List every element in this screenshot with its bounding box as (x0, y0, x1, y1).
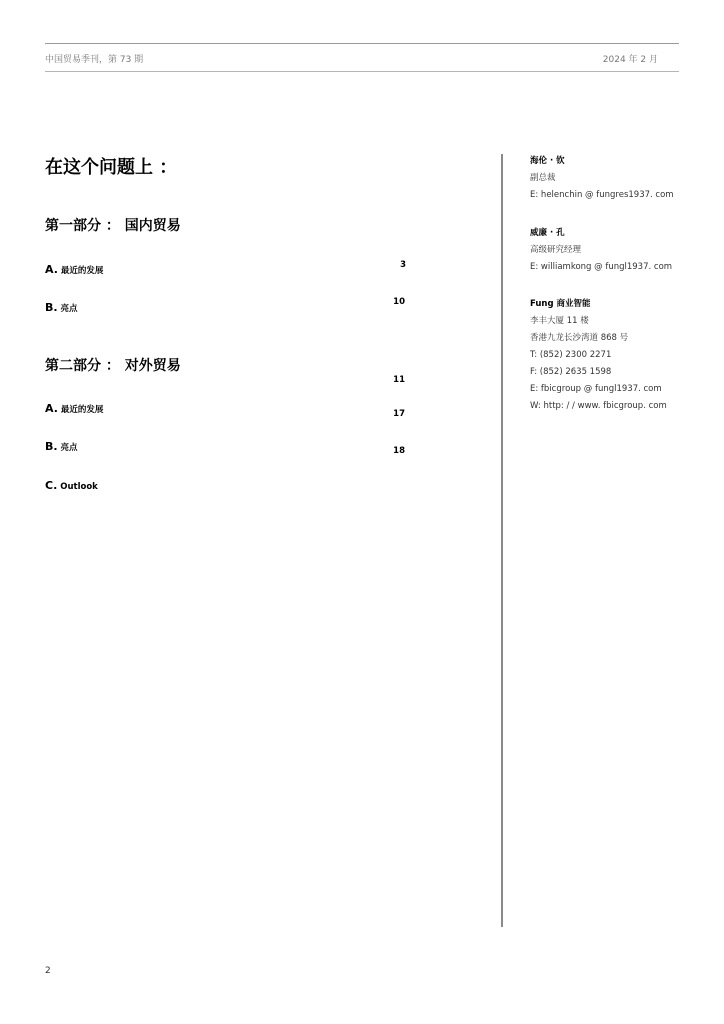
company-website[interactable]: W: http: / / www. fbicgroup. com (530, 401, 667, 411)
toc-entry-letter: B. (45, 301, 58, 314)
contact-email[interactable]: E: williamkong @ fungl1937. com (530, 262, 673, 272)
part-1-heading: 第一部分 ： 国内贸易 (45, 218, 181, 234)
header-publication: 中国贸易季刊，第 73 期 (45, 55, 144, 65)
company-block (530, 296, 667, 415)
toc-entry-letter: A. (45, 263, 58, 276)
company-address-line-2: 香港九龙长沙湾道 868 号 (530, 333, 629, 343)
toc-entry[interactable] (45, 301, 78, 314)
company-address-line-1: 李丰大厦 11 楼 (530, 316, 589, 326)
toc-page-number: 11 (393, 375, 405, 385)
header-date: 2024 年 2 月 (602, 55, 658, 65)
company-fax: F: (852) 2635 1598 (530, 367, 612, 377)
toc-entry[interactable] (45, 440, 78, 453)
toc-entry-letter: B. (45, 440, 58, 453)
toc-entry-label: 亮点 (60, 304, 78, 314)
column-divider (501, 154, 503, 927)
toc-entry-label: 亮点 (60, 443, 78, 453)
toc-entry-letter: A. (45, 402, 58, 415)
toc-entry-label: Outlook (60, 482, 98, 492)
toc-entry-label: 最近的发展 (60, 266, 104, 276)
company-name: Fung 商业智能 (530, 299, 591, 309)
toc-entry-letter: C. (45, 479, 58, 492)
part-2-heading: 第二部分 ： 对外贸易 (45, 358, 181, 374)
toc-title: 在这个问题上 ： (45, 157, 178, 178)
contact-name: 海伦 · 钦 (530, 156, 565, 166)
toc-entry[interactable] (45, 402, 103, 415)
contact-card (530, 225, 672, 276)
contact-title: 高级研究经理 (530, 245, 582, 255)
toc-page-number: 10 (393, 297, 405, 307)
toc-entry-label: 最近的发展 (60, 405, 104, 415)
company-email[interactable]: E: fbicgroup @ fungl1937. com (530, 384, 662, 394)
contact-email[interactable]: E: helenchin @ fungres1937. com (530, 190, 674, 200)
header-rule-top (45, 43, 679, 44)
contact-name: 威廉 · 孔 (530, 228, 565, 238)
toc-page-number: 17 (393, 409, 405, 419)
contact-title: 副总裁 (530, 173, 556, 183)
contact-card (530, 153, 674, 204)
company-tel: T: (852) 2300 2271 (530, 350, 612, 360)
header-rule-bottom (45, 71, 679, 72)
toc-page-number: 3 (400, 260, 406, 270)
toc-entry[interactable] (45, 263, 103, 276)
footer-page-number: 2 (45, 966, 51, 976)
toc-page-number: 18 (393, 446, 405, 456)
toc-entry[interactable] (45, 479, 98, 492)
